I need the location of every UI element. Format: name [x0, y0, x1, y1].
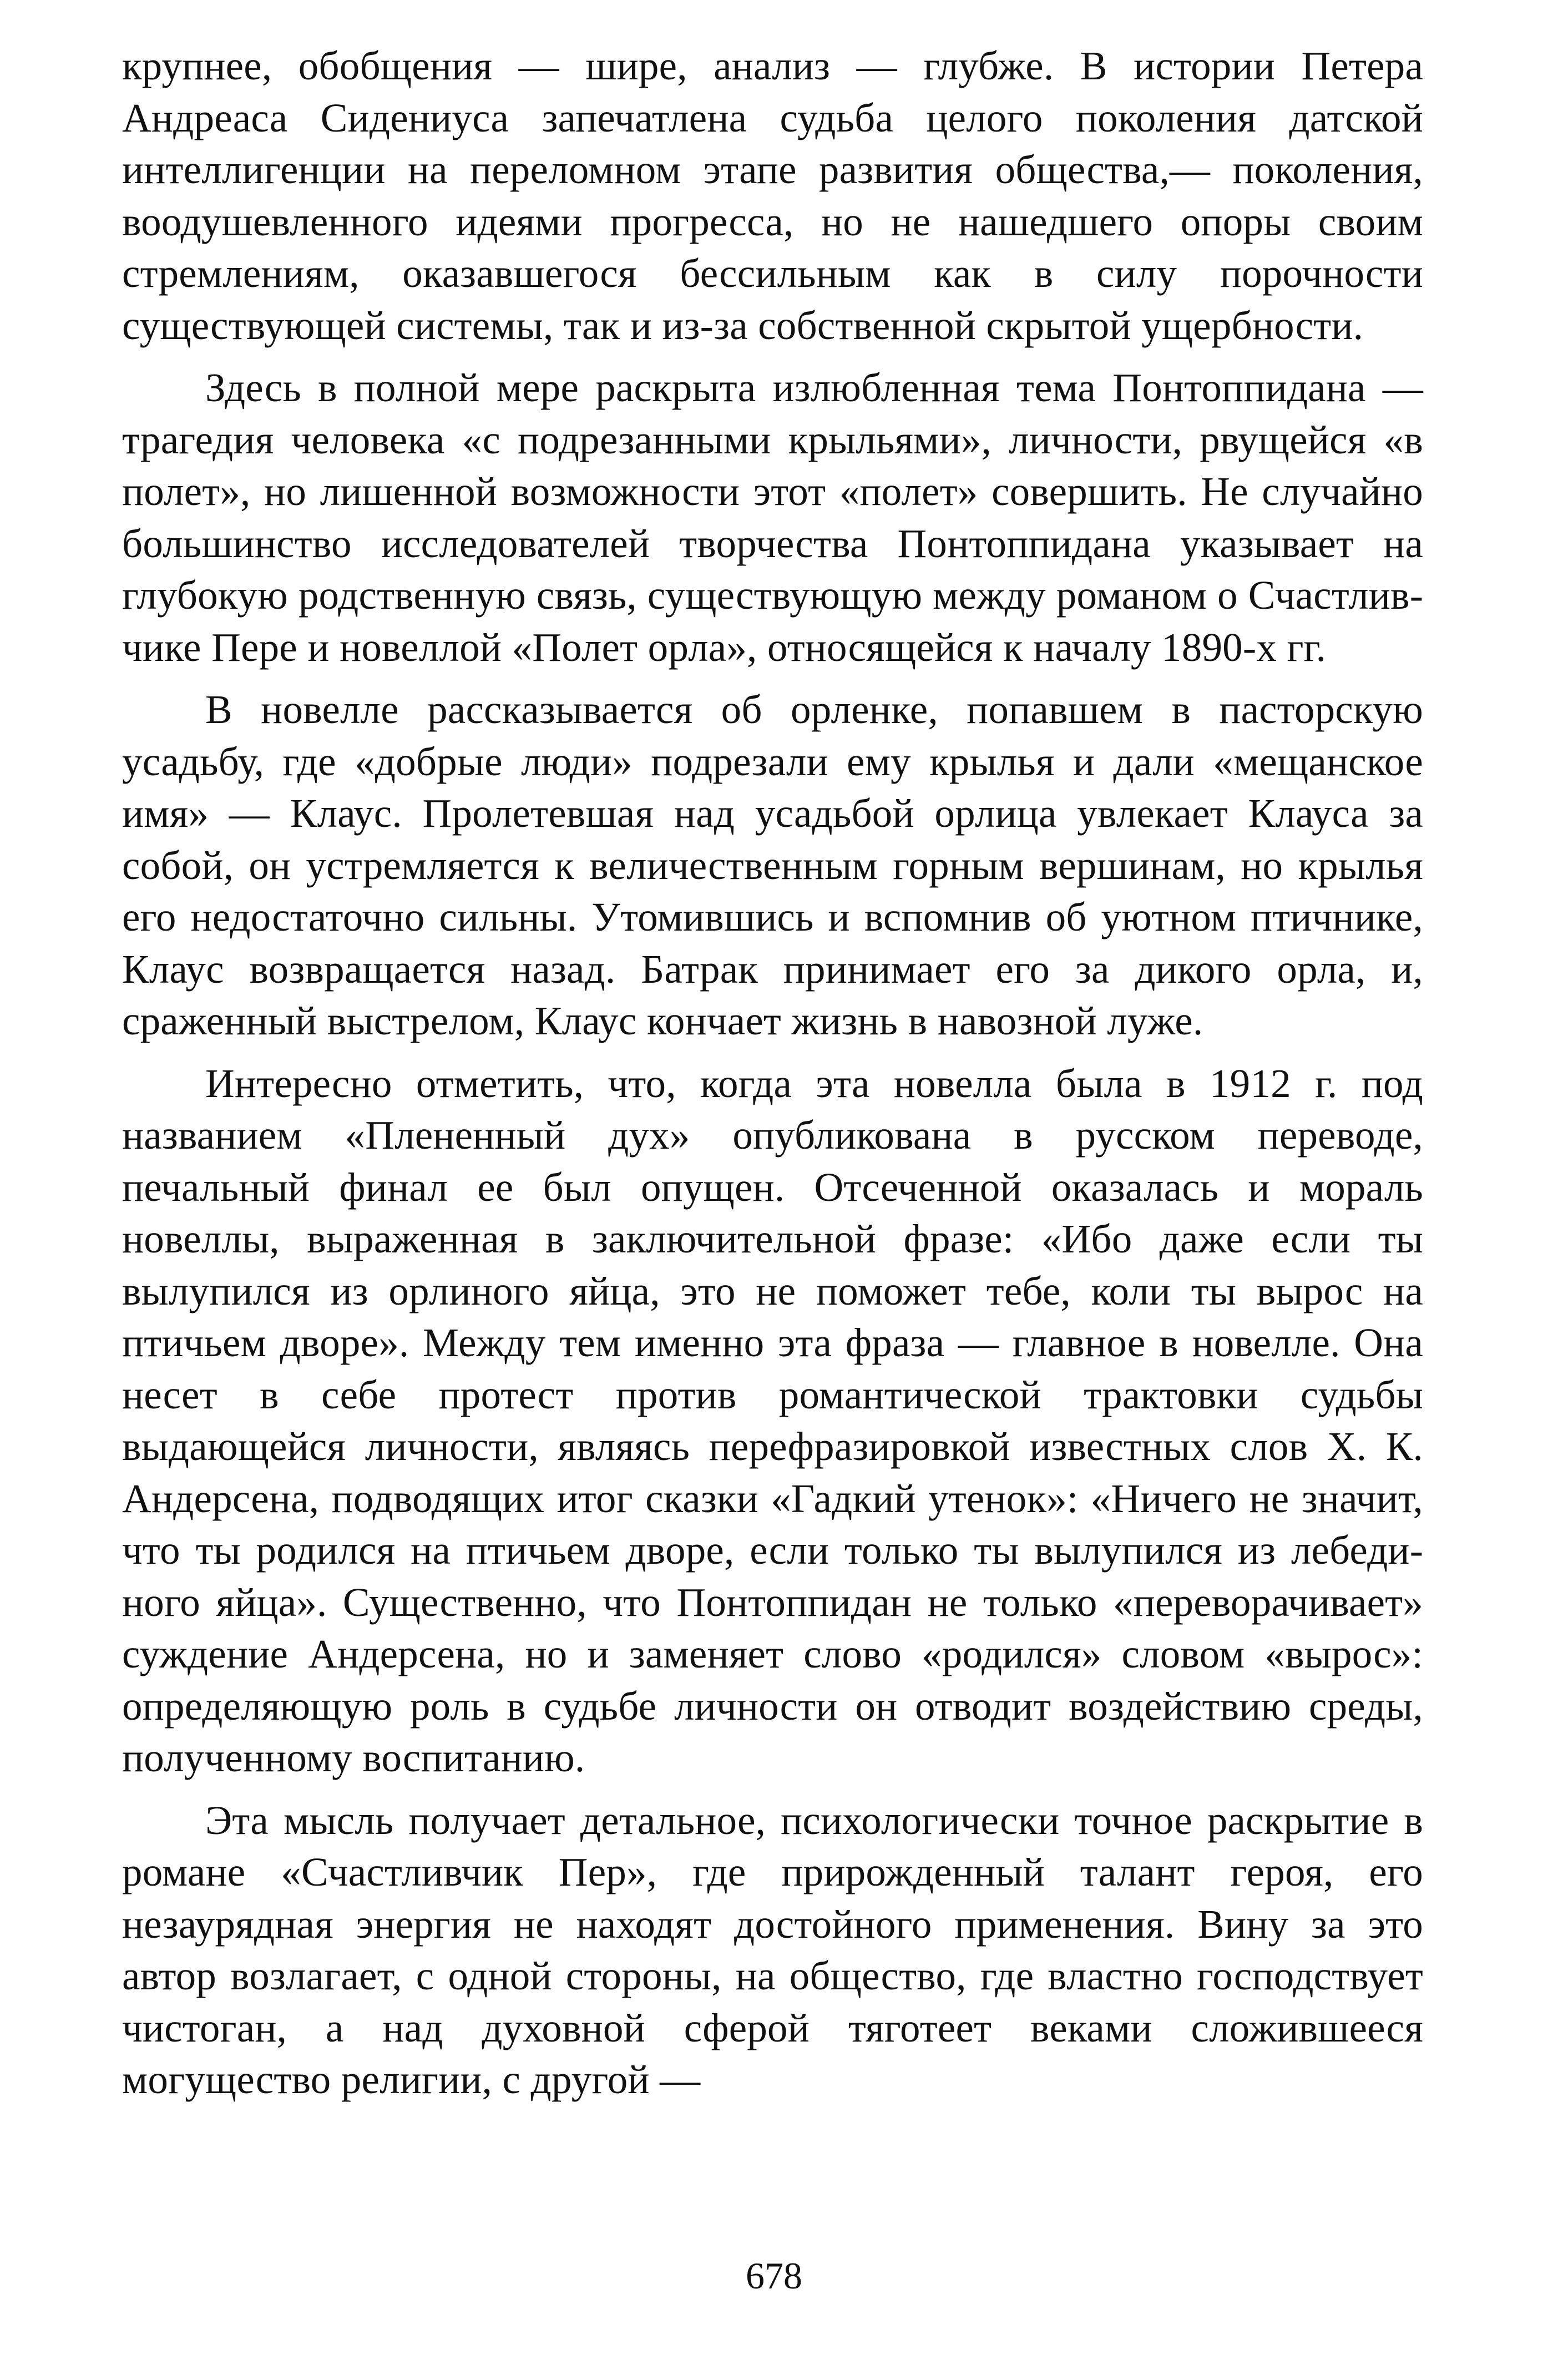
paragraph-5: Эта мысль получает детальное, психологически точное раскрытие в романе «Счастливчик Пер», где прирожденный талант героя, его незаурядная энергия не находят достойного применения. Вину за это автор возлагает, с одной стороны, на общество, где властно господствует чистоган, а над духовной сферой тяготеет веками сложившееся могущество религии, с другой — [122, 1797, 1423, 2102]
paragraph-3: В новелле рассказывается об орленке, попавшем в пасторскую усадьбу, где «добрые люди» подрезали ему крылья и дали «мещанское имя» — Клаус. Пролетевшая над усадьбой орлица увлекает Клауса за собой, он устремляется к величественным горным вершинам, но крылья его недостаточно сильны. Утомившись и вспомнив об уютном птичнике, Клаус возвращается назад. Батрак принимает его за дикого орла, и, сраженный выстрелом, Клаус кончает жизнь в навозной луже. [122, 687, 1423, 1043]
page-number: 678 [746, 2255, 802, 2297]
paragraph-2: Здесь в полной мере раскрыта излюбленная тема Понтоппидана — трагедия человека «с подрезанными крыльями», личности, рвущейся «в полет», но лишенной возможности этот «полет» совершить. Не случайно большинство исследователей творчества Понтоппидана указывает на глубокую родственную связь, существующую между романом о Счастливчике Пере и новеллой «Полет орла», относящейся к началу 1890-х гг. [122, 365, 1423, 670]
page-body [122, 40, 1423, 2116]
paragraph-1: крупнее, обобщения — шире, анализ — глубже. В истории Петера Андреаса Сидениуса запечатлена судьба целого поколения датской интеллигенции на переломном этапе развития общества,— поколения, воодушевленного идеями прогресса, но не нашедшего опоры своим стремлениям, оказавшегося бессильным как в силу порочности существующей системы, так и из-за собственной скрытой ущербности. [122, 43, 1423, 348]
paragraph-4: Интересно отметить, что, когда эта новелла была в 1912 г. под названием «Плененный дух» опубликована в русском переводе, печальный финал ее был опущен. Отсеченной оказалась и мораль новеллы, выраженная в заключительной фразе: «Ибо даже если ты вылупился из орлиного яйца, это не поможет тебе, коли ты вырос на птичьем дворе». Между тем именно эта фраза — главное в новелле. Она несет в себе протест против романтической трактовки судьбы выдающейся личности, являясь перефразировкой известных слов Х. К. Андерсена, подводящих итог сказки «Гадкий утенок»: «Ничего не значит, что ты родился на птичьем дворе, если только ты вылупился из лебединого яйца». Существенно, что Понтоппидан не только «переворачивает» суждение Андерсена, но и заменяет слово «родился» словом «вырос»: определяющую роль в судьбе личности он отводит воздействию среды, полученному воспитанию. [122, 1060, 1423, 1780]
